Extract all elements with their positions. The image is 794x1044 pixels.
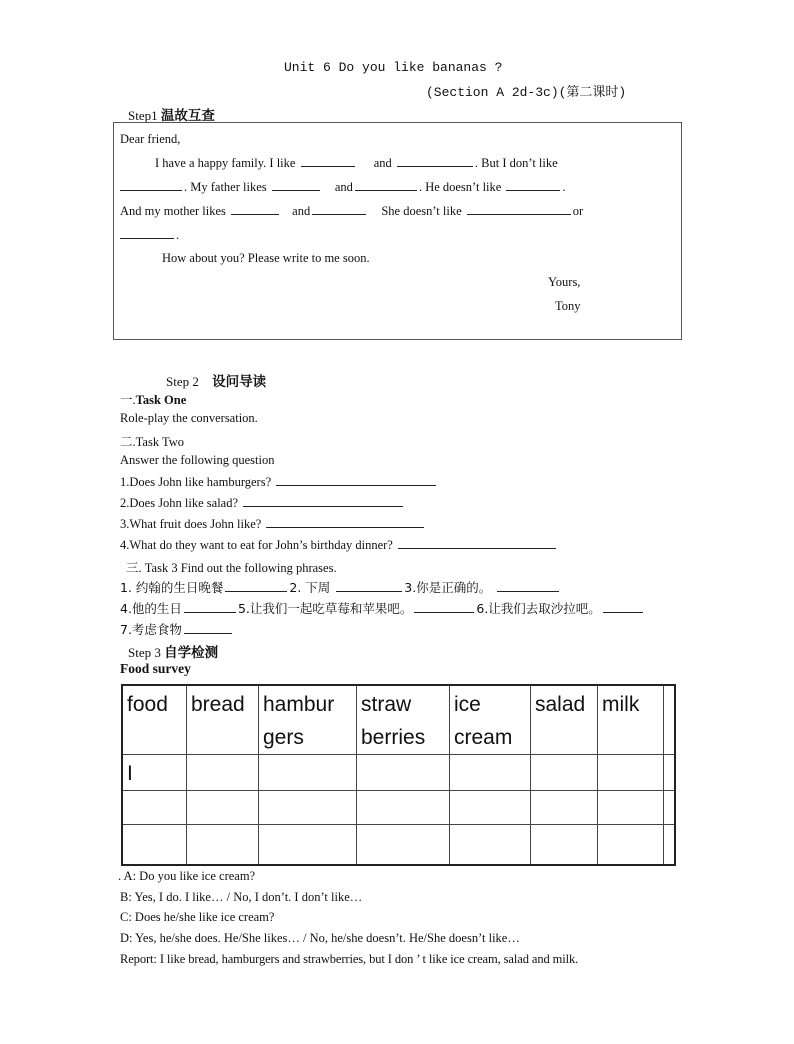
blank[interactable] xyxy=(414,601,474,613)
table-cell[interactable] xyxy=(122,825,187,865)
letter-line-3 xyxy=(120,203,583,219)
phrase: 1. 约翰的生日晚餐 xyxy=(120,580,224,595)
letter-text: and xyxy=(373,156,392,170)
task-two-heading xyxy=(120,432,184,450)
header-cell: food xyxy=(122,685,187,755)
letter-text: I have a happy family. I like xyxy=(155,156,296,170)
blank[interactable] xyxy=(355,179,417,191)
table-cell[interactable] xyxy=(598,755,664,791)
table-cell[interactable] xyxy=(259,825,357,865)
letter-text: and xyxy=(292,204,311,218)
table-cell[interactable] xyxy=(187,755,259,791)
table-cell[interactable] xyxy=(259,791,357,825)
letter-text: and xyxy=(334,180,353,194)
dialog-line-d: D: Yes, he/she does. He/She likes… / No, he/she doesn’t. He/She doesn’t like… xyxy=(120,931,520,945)
step1-heading xyxy=(128,104,215,124)
table-cell[interactable] xyxy=(259,755,357,791)
letter-sign-name: Tony xyxy=(555,299,581,313)
letter-text: or xyxy=(572,204,584,218)
letter-text: . xyxy=(562,180,566,194)
blank[interactable] xyxy=(231,203,279,215)
step2-title: 设问导读 xyxy=(212,374,267,390)
phrase: 2. 下周 xyxy=(289,580,331,595)
table-cell[interactable] xyxy=(187,791,259,825)
dialog-line-b: B: Yes, I do. I like… / No, I don’t. I don’t like… xyxy=(120,890,363,904)
phrases-line-3 xyxy=(120,620,234,638)
step3-label: Step 3 xyxy=(128,645,161,660)
question-1 xyxy=(120,474,438,490)
answer-blank[interactable] xyxy=(266,516,424,528)
task-title: Task 3 Find out the following phrases. xyxy=(144,561,337,575)
dialog-line-a: . A: Do you like ice cream? xyxy=(118,869,256,883)
table-cell[interactable] xyxy=(357,755,450,791)
blank[interactable] xyxy=(467,203,571,215)
letter-line-2 xyxy=(120,179,566,195)
letter-sign-yours: Yours, xyxy=(548,275,581,289)
task-number: 二. xyxy=(120,435,136,449)
blank[interactable] xyxy=(312,203,366,215)
letter-text: . My father likes xyxy=(184,180,267,194)
answer-blank[interactable] xyxy=(243,495,403,507)
table-cell[interactable] xyxy=(122,791,187,825)
step2-label: Step 2 xyxy=(166,374,199,389)
blank[interactable] xyxy=(397,155,473,167)
header-cell: ice cream xyxy=(450,685,531,755)
table-header-row xyxy=(122,685,675,755)
step3-heading xyxy=(128,641,218,661)
task-three-heading xyxy=(126,558,337,576)
question-3 xyxy=(120,516,426,532)
phrases-line-2 xyxy=(120,599,645,617)
header-cell: hambur gers xyxy=(259,685,357,755)
letter-text: . xyxy=(176,228,180,242)
table-cell[interactable] xyxy=(450,825,531,865)
table-row xyxy=(122,791,675,825)
table-cell[interactable] xyxy=(187,825,259,865)
task-title: Task Two xyxy=(135,435,185,449)
table-cell[interactable] xyxy=(598,791,664,825)
header-cell: milk xyxy=(598,685,664,755)
blank[interactable] xyxy=(120,179,182,191)
answer-blank[interactable] xyxy=(398,537,556,549)
phrase: 6.让我们去取沙拉吧。 xyxy=(476,601,601,616)
table-cell[interactable] xyxy=(598,825,664,865)
table-cell[interactable] xyxy=(357,791,450,825)
question-text: 4.What do they want to eat for John’s birthday dinner? xyxy=(120,538,393,552)
task-two-text: Answer the following question xyxy=(120,453,275,467)
letter-text: She doesn’t like xyxy=(381,204,462,218)
blank[interactable] xyxy=(301,155,355,167)
table-cell[interactable] xyxy=(664,825,676,865)
answer-blank[interactable] xyxy=(276,474,436,486)
blank[interactable] xyxy=(497,580,559,592)
question-text: 3.What fruit does John like? xyxy=(120,517,262,531)
letter-text: . But I don’t like xyxy=(474,156,558,170)
table-cell[interactable] xyxy=(531,755,598,791)
blank[interactable] xyxy=(184,622,232,634)
report-line: Report: I like bread, hamburgers and strawberries, but I don ’ t like ice cream, salad and milk. xyxy=(120,952,579,966)
phrase: 7.考虑食物 xyxy=(120,622,182,637)
step3-title: 自学检测 xyxy=(164,645,219,661)
header-cell: bread xyxy=(187,685,259,755)
table-cell[interactable] xyxy=(450,755,531,791)
dialog-line-c: C: Does he/she like ice cream? xyxy=(120,910,275,924)
table-cell[interactable]: I xyxy=(122,755,187,791)
step1-label: Step1 xyxy=(128,108,158,123)
step1-title: 温故互查 xyxy=(160,108,215,124)
blank[interactable] xyxy=(336,580,402,592)
letter-box xyxy=(113,122,682,340)
question-2 xyxy=(120,495,405,511)
task-one-text: Role-play the conversation. xyxy=(120,411,258,425)
table-cell[interactable] xyxy=(664,791,676,825)
blank[interactable] xyxy=(506,179,560,191)
header-cell xyxy=(664,685,676,755)
blank[interactable] xyxy=(120,227,174,239)
question-text: 1.Does John like hamburgers? xyxy=(120,475,272,489)
table-cell[interactable] xyxy=(664,755,676,791)
question-text: 2.Does John like salad? xyxy=(120,496,239,510)
food-survey-table xyxy=(121,684,676,866)
header-cell: straw berries xyxy=(357,685,450,755)
table-cell[interactable] xyxy=(531,791,598,825)
blank[interactable] xyxy=(225,580,287,592)
phrase: 5.让我们一起吃草莓和苹果吧。 xyxy=(237,601,413,616)
page-title: Unit 6 Do you like bananas ? xyxy=(284,60,503,75)
blank[interactable] xyxy=(603,601,643,613)
phrases-line-1 xyxy=(120,578,561,596)
table-row xyxy=(122,755,675,791)
letter-line-1 xyxy=(155,155,558,171)
step2-heading xyxy=(166,370,266,390)
letter-line-4 xyxy=(120,227,179,243)
question-4 xyxy=(120,537,558,553)
table-cell[interactable] xyxy=(450,791,531,825)
phrase: 3.你是正确的。 xyxy=(404,580,492,595)
phrase: 4.他的生日 xyxy=(120,601,182,616)
table-cell[interactable] xyxy=(357,825,450,865)
header-cell: salad xyxy=(531,685,598,755)
blank[interactable] xyxy=(184,601,236,613)
letter-text: And my mother likes xyxy=(120,204,226,218)
letter-closing: How about you? Please write to me soon. xyxy=(162,251,370,265)
letter-greeting: Dear friend, xyxy=(120,132,181,146)
task-number: 三. xyxy=(126,561,142,575)
table-cell[interactable] xyxy=(531,825,598,865)
task-number: 一. xyxy=(120,393,136,407)
page-subtitle: (Section A 2d-3c)(第二课时) xyxy=(426,85,627,100)
survey-title: Food survey xyxy=(120,661,191,676)
blank[interactable] xyxy=(272,179,320,191)
task-one-heading xyxy=(120,390,186,408)
task-title: Task One xyxy=(135,393,187,407)
letter-text: . He doesn’t like xyxy=(418,180,502,194)
table-row xyxy=(122,825,675,865)
